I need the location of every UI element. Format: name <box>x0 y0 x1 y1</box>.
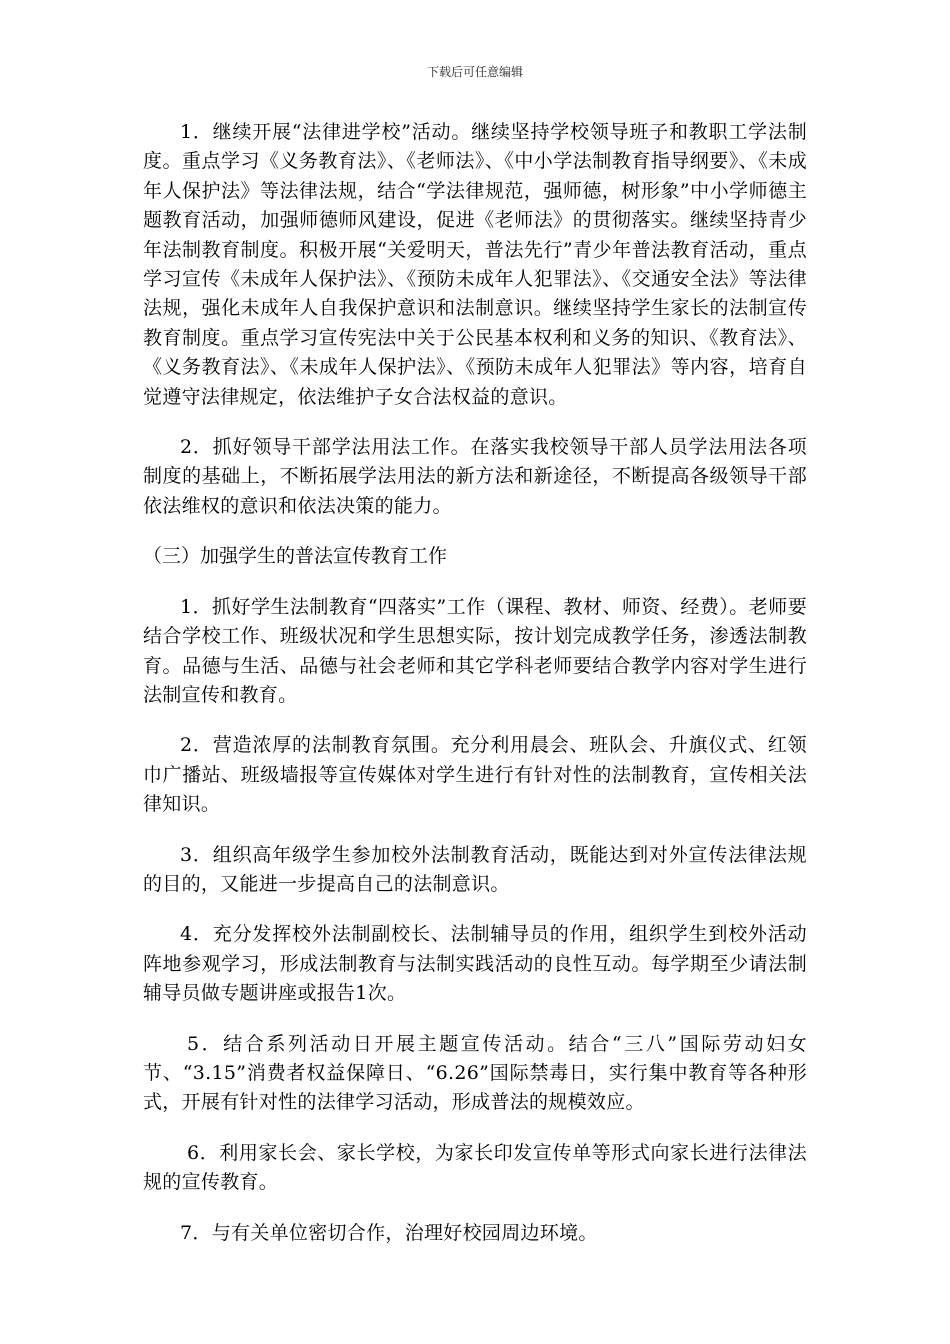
paragraph-four-implementations: 1．抓好学生法制教育“四落实”工作（课程、教材、师资、经费）。老师要结合学校工作、班级状况和学生思想实际，按计划完成教学任务，渗透法制教育。品德与生活、品德与社会老师和其它学科老师要结合教学内容对学生进行法制宣传和教育。 <box>143 595 807 706</box>
section-heading-student-education: （三）加强学生的普法宣传教育工作 <box>143 545 448 568</box>
page-header-note: 下载后可任意编辑 <box>426 65 523 79</box>
document-body <box>143 118 807 1269</box>
paragraph-leaders-study-law: 2．抓好领导干部学法用法工作。在落实我校领导干部人员学法用法各项制度的基础上，不断拓展学法用法的新方法和新途径，不断提高各级领导干部依法维权的意识和依法决策的能力。 <box>143 436 807 517</box>
paragraph-campus-environment: 7．与有关单位密切合作，治理好校园周边环境。 <box>180 1221 598 1244</box>
paragraph-vice-principal-role: 4．充分发挥校外法制副校长、法制辅导员的作用，组织学生到校外活动阵地参观学习，形成法制教育与法制实践活动的良性互动。每学期至少请法制辅导员做专题讲座或报告1次。 <box>143 923 807 1005</box>
paragraph-parent-meetings: 6．利用家长会、家长学校，为家长印发宣传单等形式向家长进行法律法规的宣传教育。 <box>143 1141 807 1194</box>
paragraph-theme-days: 5．结合系列活动日开展主题宣传活动。结合“三八”国际劳动妇女节、“3.15”消费者权益保障日、“6.26”国际禁毒日，实行集中教育等各种形式，开展有针对性的法律学习活动，形成普法的规模效应。 <box>143 1032 807 1114</box>
paragraph-law-into-school: 1．继续开展“法律进学校”活动。继续坚持学校领导班子和教职工学法制度。重点学习《义务教育法》、《老师法》、《中小学法制教育指导纲要》、《未成年人保护法》等法律法规，结合“学法律规范，强师德，树形象”中小学师德主题教育活动，加强师德师风建设，促进《老师法》的贯彻落实。继续坚持青少年法制教育制度。积极开展“关爱明天，普法先行”青少年普法教育活动，重点学习宣传《未成年人保护法》、《预防未成年人犯罪法》、《交通安全法》等法律法规，强化未成年人自我保护意识和法制意识。继续坚持学生家长的法制宣传教育制度。重点学习宣传宪法中关于公民基本权利和义务的知识、《教育法》、《义务教育法》、《未成年人保护法》、《预防未成年人犯罪法》等内容，培育自觉遵守法律规定，依法维护子女合法权益的意识。 <box>143 121 807 408</box>
paragraph-off-campus-activities: 3．组织高年级学生参加校外法制教育活动，既能达到对外宣传法律法规的目的，又能进一步提高自己的法制意识。 <box>143 843 807 895</box>
paragraph-education-atmosphere: 2．营造浓厚的法制教育氛围。充分利用晨会、班队会、升旗仪式、红领巾广播站、班级墙报等宣传媒体对学生进行有针对性的法制教育，宣传相关法律知识。 <box>143 734 807 816</box>
